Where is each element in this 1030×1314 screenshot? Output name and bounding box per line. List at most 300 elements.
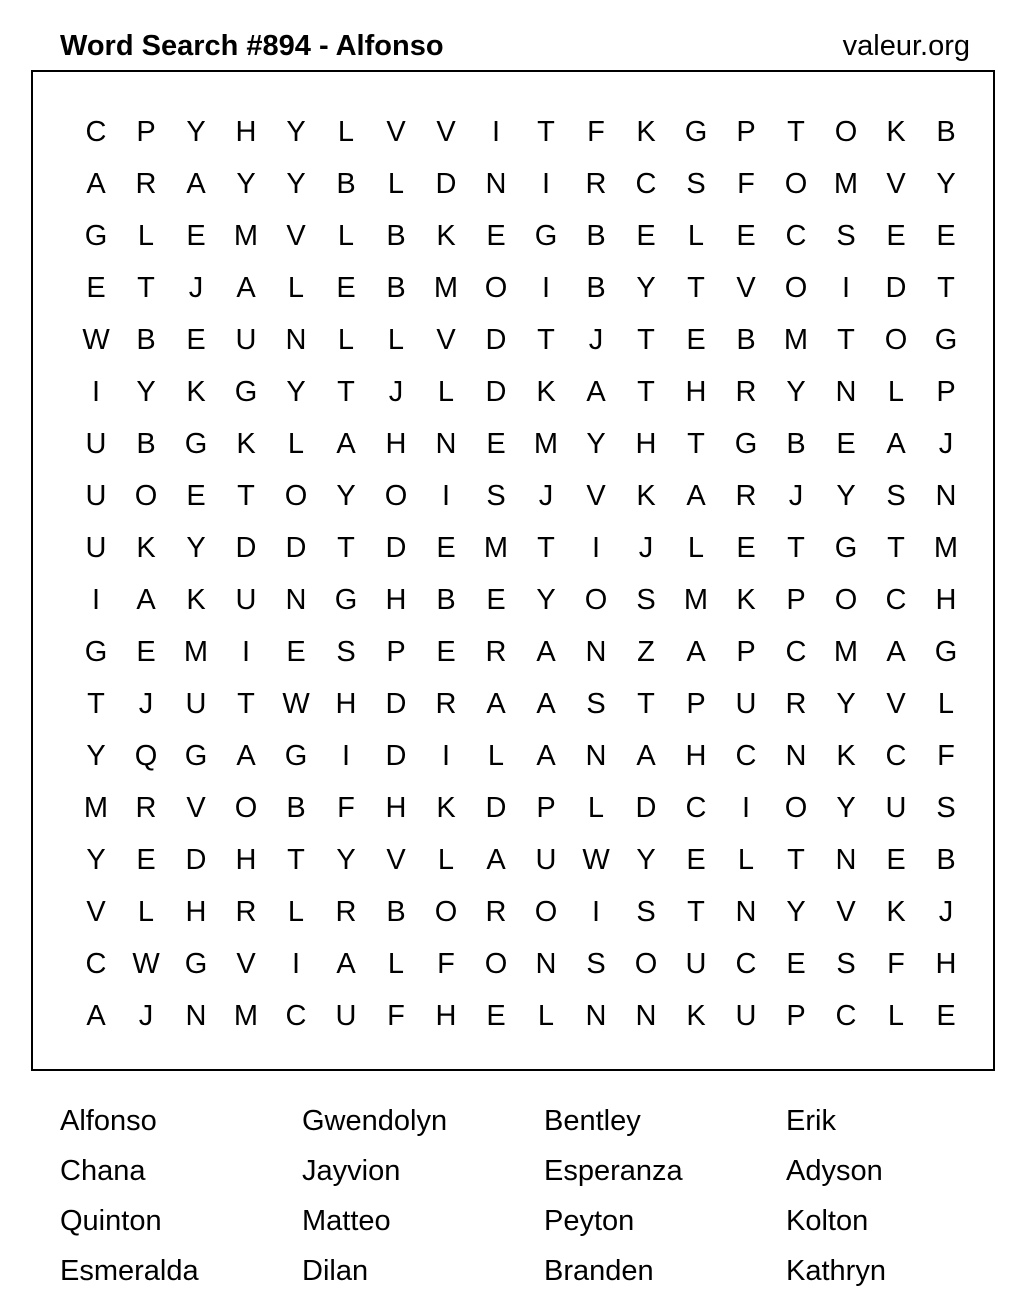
grid-cell[interactable]: R (135, 167, 157, 200)
grid-cell[interactable]: C (785, 219, 807, 252)
grid-cell[interactable]: A (886, 635, 906, 668)
grid-cell[interactable]: C (735, 739, 757, 772)
grid-cell[interactable]: A (136, 583, 156, 616)
grid-cell[interactable]: K (636, 479, 656, 512)
grid-cell[interactable]: A (336, 947, 356, 980)
grid-cell[interactable]: D (435, 167, 457, 200)
grid-cell[interactable]: B (586, 271, 606, 304)
grid-cell[interactable]: E (486, 219, 506, 252)
grid-cell[interactable]: M (183, 635, 209, 668)
grid-cell[interactable]: I (541, 167, 551, 200)
grid-cell[interactable]: D (285, 531, 307, 564)
grid-cell[interactable]: N (735, 895, 757, 928)
grid-cell[interactable]: F (887, 947, 905, 980)
grid-cell[interactable]: D (485, 323, 507, 356)
grid-cell[interactable]: G (734, 427, 758, 460)
grid-cell[interactable]: H (335, 687, 357, 720)
grid-cell[interactable]: L (387, 323, 405, 356)
grid-cell[interactable]: L (337, 219, 355, 252)
grid-cell[interactable]: A (536, 635, 556, 668)
grid-cell[interactable]: T (637, 687, 655, 720)
grid-cell[interactable]: E (736, 219, 756, 252)
grid-cell[interactable]: K (186, 583, 206, 616)
grid-cell[interactable]: K (436, 791, 456, 824)
grid-cell[interactable]: R (135, 791, 157, 824)
grid-cell[interactable]: N (635, 999, 657, 1032)
grid-cell[interactable]: V (186, 791, 206, 824)
grid-cell[interactable]: O (234, 791, 258, 824)
grid-cell[interactable]: A (536, 739, 556, 772)
grid-cell[interactable]: Z (637, 635, 655, 668)
grid-cell[interactable]: O (634, 947, 658, 980)
grid-cell[interactable]: L (337, 115, 355, 148)
grid-cell[interactable]: L (487, 739, 505, 772)
grid-cell[interactable]: Y (186, 531, 206, 564)
grid-cell[interactable]: E (86, 271, 106, 304)
grid-cell[interactable]: J (188, 271, 204, 304)
grid-cell[interactable]: A (336, 427, 356, 460)
grid-cell[interactable]: L (337, 323, 355, 356)
grid-cell[interactable]: T (687, 427, 705, 460)
grid-cell[interactable]: S (336, 635, 356, 668)
grid-cell[interactable]: M (433, 271, 459, 304)
grid-cell[interactable]: C (285, 999, 307, 1032)
grid-cell[interactable]: E (686, 843, 706, 876)
grid-cell[interactable]: T (237, 687, 255, 720)
grid-cell[interactable]: I (491, 115, 501, 148)
grid-cell[interactable]: A (86, 999, 106, 1032)
grid-cell[interactable]: Y (186, 115, 206, 148)
grid-cell[interactable]: N (285, 323, 307, 356)
grid-cell[interactable]: K (236, 427, 256, 460)
grid-cell[interactable]: T (537, 323, 555, 356)
grid-cell[interactable]: I (591, 895, 601, 928)
grid-cell[interactable]: U (735, 687, 757, 720)
grid-cell[interactable]: N (585, 999, 607, 1032)
grid-cell[interactable]: U (685, 947, 707, 980)
grid-cell[interactable]: C (685, 791, 707, 824)
grid-cell[interactable]: F (387, 999, 405, 1032)
grid-cell[interactable]: Y (286, 115, 306, 148)
grid-cell[interactable]: N (785, 739, 807, 772)
grid-cell[interactable]: I (91, 375, 101, 408)
grid-cell[interactable]: U (235, 323, 257, 356)
grid-cell[interactable]: O (584, 583, 608, 616)
grid-cell[interactable]: C (735, 947, 757, 980)
grid-cell[interactable]: C (785, 635, 807, 668)
grid-cell[interactable]: U (85, 479, 107, 512)
grid-cell[interactable]: S (936, 791, 956, 824)
grid-cell[interactable]: M (533, 427, 559, 460)
grid-cell[interactable]: P (786, 999, 806, 1032)
grid-cell[interactable]: E (886, 843, 906, 876)
grid-cell[interactable]: L (937, 687, 955, 720)
grid-cell[interactable]: A (236, 739, 256, 772)
grid-cell[interactable]: Y (236, 167, 256, 200)
grid-cell[interactable]: N (935, 479, 957, 512)
grid-cell[interactable]: T (837, 323, 855, 356)
grid-cell[interactable]: I (441, 739, 451, 772)
grid-cell[interactable]: W (82, 323, 110, 356)
grid-cell[interactable]: U (535, 843, 557, 876)
grid-cell[interactable]: Y (86, 739, 106, 772)
grid-cell[interactable]: M (83, 791, 109, 824)
grid-cell[interactable]: N (185, 999, 207, 1032)
grid-cell[interactable]: P (686, 687, 706, 720)
grid-cell[interactable]: W (282, 687, 310, 720)
grid-cell[interactable]: E (636, 219, 656, 252)
grid-cell[interactable]: U (335, 999, 357, 1032)
grid-cell[interactable]: U (85, 531, 107, 564)
grid-cell[interactable]: H (685, 739, 707, 772)
grid-cell[interactable]: Y (536, 583, 556, 616)
grid-cell[interactable]: K (636, 115, 656, 148)
grid-cell[interactable]: N (835, 375, 857, 408)
grid-cell[interactable]: H (385, 791, 407, 824)
grid-cell[interactable]: O (434, 895, 458, 928)
grid-cell[interactable]: G (934, 323, 958, 356)
grid-cell[interactable]: P (736, 115, 756, 148)
grid-cell[interactable]: V (736, 271, 756, 304)
grid-cell[interactable]: W (132, 947, 160, 980)
grid-cell[interactable]: P (786, 583, 806, 616)
grid-cell[interactable]: L (687, 219, 705, 252)
grid-cell[interactable]: G (834, 531, 858, 564)
grid-cell[interactable]: J (938, 427, 954, 460)
grid-cell[interactable]: T (787, 115, 805, 148)
grid-cell[interactable]: T (137, 271, 155, 304)
grid-cell[interactable]: T (637, 375, 655, 408)
grid-cell[interactable]: D (385, 739, 407, 772)
grid-cell[interactable]: A (186, 167, 206, 200)
grid-cell[interactable]: T (687, 271, 705, 304)
grid-cell[interactable]: B (586, 219, 606, 252)
grid-cell[interactable]: L (287, 895, 305, 928)
grid-cell[interactable]: K (736, 583, 756, 616)
grid-cell[interactable]: F (937, 739, 955, 772)
grid-cell[interactable]: L (737, 843, 755, 876)
grid-cell[interactable]: E (936, 219, 956, 252)
grid-cell[interactable]: V (386, 843, 406, 876)
grid-cell[interactable]: Y (336, 843, 356, 876)
grid-cell[interactable]: A (586, 375, 606, 408)
grid-cell[interactable]: V (886, 167, 906, 200)
grid-cell[interactable]: G (84, 635, 108, 668)
grid-cell[interactable]: T (537, 115, 555, 148)
grid-cell[interactable]: B (936, 843, 956, 876)
grid-cell[interactable]: O (884, 323, 908, 356)
grid-cell[interactable]: K (686, 999, 706, 1032)
grid-cell[interactable]: V (386, 115, 406, 148)
grid-cell[interactable]: Y (636, 271, 656, 304)
grid-cell[interactable]: Y (786, 375, 806, 408)
grid-cell[interactable]: J (138, 687, 154, 720)
grid-cell[interactable]: T (637, 323, 655, 356)
grid-cell[interactable]: L (287, 271, 305, 304)
grid-cell[interactable]: C (85, 947, 107, 980)
grid-cell[interactable]: E (186, 323, 206, 356)
grid-cell[interactable]: D (385, 531, 407, 564)
grid-cell[interactable]: J (588, 323, 604, 356)
grid-cell[interactable]: E (736, 531, 756, 564)
grid-cell[interactable]: P (936, 375, 956, 408)
grid-cell[interactable]: E (436, 531, 456, 564)
grid-cell[interactable]: Y (836, 791, 856, 824)
grid-cell[interactable]: M (783, 323, 809, 356)
grid-cell[interactable]: Y (136, 375, 156, 408)
grid-cell[interactable]: O (784, 791, 808, 824)
grid-cell[interactable]: F (437, 947, 455, 980)
grid-cell[interactable]: E (186, 219, 206, 252)
grid-cell[interactable]: B (336, 167, 356, 200)
grid-cell[interactable]: A (486, 687, 506, 720)
grid-cell[interactable]: L (387, 947, 405, 980)
grid-cell[interactable]: H (185, 895, 207, 928)
grid-cell[interactable]: A (486, 843, 506, 876)
grid-cell[interactable]: J (538, 479, 554, 512)
grid-cell[interactable]: A (536, 687, 556, 720)
grid-cell[interactable]: R (485, 635, 507, 668)
grid-cell[interactable]: D (885, 271, 907, 304)
grid-cell[interactable]: M (483, 531, 509, 564)
grid-cell[interactable]: T (787, 843, 805, 876)
grid-cell[interactable]: D (635, 791, 657, 824)
grid-cell[interactable]: S (486, 479, 506, 512)
grid-cell[interactable]: A (686, 479, 706, 512)
grid-cell[interactable]: L (137, 219, 155, 252)
grid-cell[interactable]: J (138, 999, 154, 1032)
grid-cell[interactable]: R (735, 375, 757, 408)
grid-cell[interactable]: H (235, 115, 257, 148)
grid-cell[interactable]: N (585, 739, 607, 772)
grid-cell[interactable]: H (235, 843, 257, 876)
grid-cell[interactable]: N (285, 583, 307, 616)
grid-cell[interactable]: H (385, 427, 407, 460)
grid-cell[interactable]: J (788, 479, 804, 512)
grid-cell[interactable]: B (136, 427, 156, 460)
grid-cell[interactable]: H (935, 583, 957, 616)
grid-cell[interactable]: K (886, 895, 906, 928)
grid-cell[interactable]: S (636, 895, 656, 928)
grid-cell[interactable]: R (735, 479, 757, 512)
grid-cell[interactable]: O (784, 167, 808, 200)
grid-cell[interactable]: G (184, 427, 208, 460)
grid-cell[interactable]: B (386, 271, 406, 304)
grid-cell[interactable]: M (233, 219, 259, 252)
grid-cell[interactable]: E (936, 999, 956, 1032)
grid-cell[interactable]: E (886, 219, 906, 252)
grid-cell[interactable]: A (636, 739, 656, 772)
grid-cell[interactable]: S (836, 219, 856, 252)
grid-cell[interactable]: D (485, 375, 507, 408)
grid-cell[interactable]: T (787, 531, 805, 564)
grid-cell[interactable]: R (585, 167, 607, 200)
grid-cell[interactable]: T (937, 271, 955, 304)
grid-cell[interactable]: E (136, 843, 156, 876)
grid-cell[interactable]: Y (786, 895, 806, 928)
grid-cell[interactable]: E (786, 947, 806, 980)
grid-cell[interactable]: Y (836, 479, 856, 512)
grid-cell[interactable]: H (935, 947, 957, 980)
grid-cell[interactable]: B (286, 791, 306, 824)
grid-cell[interactable]: S (686, 167, 706, 200)
grid-cell[interactable]: R (235, 895, 257, 928)
grid-cell[interactable]: T (237, 479, 255, 512)
grid-cell[interactable]: E (286, 635, 306, 668)
grid-cell[interactable]: S (636, 583, 656, 616)
grid-cell[interactable]: T (287, 843, 305, 876)
grid-cell[interactable]: L (387, 167, 405, 200)
grid-cell[interactable]: G (234, 375, 258, 408)
grid-cell[interactable]: D (485, 791, 507, 824)
grid-cell[interactable]: I (241, 635, 251, 668)
grid-cell[interactable]: G (534, 219, 558, 252)
grid-cell[interactable]: G (184, 739, 208, 772)
grid-cell[interactable]: P (736, 635, 756, 668)
grid-cell[interactable]: K (836, 739, 856, 772)
grid-cell[interactable]: L (437, 843, 455, 876)
grid-cell[interactable]: O (834, 115, 858, 148)
grid-cell[interactable]: M (683, 583, 709, 616)
grid-cell[interactable]: V (836, 895, 856, 928)
grid-cell[interactable]: N (485, 167, 507, 200)
grid-cell[interactable]: U (235, 583, 257, 616)
grid-cell[interactable]: H (435, 999, 457, 1032)
grid-cell[interactable]: I (291, 947, 301, 980)
grid-cell[interactable]: M (833, 167, 859, 200)
grid-cell[interactable]: I (541, 271, 551, 304)
grid-cell[interactable]: N (535, 947, 557, 980)
grid-cell[interactable]: O (384, 479, 408, 512)
grid-cell[interactable]: E (436, 635, 456, 668)
grid-cell[interactable]: E (486, 999, 506, 1032)
grid-cell[interactable]: G (934, 635, 958, 668)
grid-cell[interactable]: U (735, 999, 757, 1032)
grid-cell[interactable]: A (236, 271, 256, 304)
grid-cell[interactable]: L (137, 895, 155, 928)
grid-cell[interactable]: L (887, 375, 905, 408)
grid-cell[interactable]: L (437, 375, 455, 408)
grid-cell[interactable]: J (938, 895, 954, 928)
grid-cell[interactable]: C (635, 167, 657, 200)
grid-cell[interactable]: B (386, 895, 406, 928)
grid-cell[interactable]: F (737, 167, 755, 200)
grid-cell[interactable]: L (537, 999, 555, 1032)
grid-cell[interactable]: T (537, 531, 555, 564)
grid-cell[interactable]: Y (336, 479, 356, 512)
grid-cell[interactable]: D (385, 687, 407, 720)
grid-cell[interactable]: F (337, 791, 355, 824)
grid-cell[interactable]: Q (134, 739, 158, 772)
grid-cell[interactable]: A (686, 635, 706, 668)
grid-cell[interactable]: O (784, 271, 808, 304)
grid-cell[interactable]: K (186, 375, 206, 408)
grid-cell[interactable]: T (887, 531, 905, 564)
grid-cell[interactable]: M (233, 999, 259, 1032)
grid-cell[interactable]: K (436, 219, 456, 252)
grid-cell[interactable]: V (436, 115, 456, 148)
grid-cell[interactable]: V (886, 687, 906, 720)
grid-cell[interactable]: R (435, 687, 457, 720)
grid-cell[interactable]: R (485, 895, 507, 928)
grid-cell[interactable]: U (185, 687, 207, 720)
grid-cell[interactable]: T (337, 375, 355, 408)
grid-cell[interactable]: N (585, 635, 607, 668)
grid-cell[interactable]: Y (836, 687, 856, 720)
grid-cell[interactable]: H (385, 583, 407, 616)
grid-cell[interactable]: N (835, 843, 857, 876)
grid-cell[interactable]: R (785, 687, 807, 720)
grid-cell[interactable]: Y (286, 375, 306, 408)
grid-cell[interactable]: E (486, 427, 506, 460)
grid-cell[interactable]: T (87, 687, 105, 720)
grid-cell[interactable]: L (587, 791, 605, 824)
grid-cell[interactable]: V (86, 895, 106, 928)
grid-cell[interactable]: E (336, 271, 356, 304)
grid-cell[interactable]: H (685, 375, 707, 408)
grid-cell[interactable]: C (835, 999, 857, 1032)
grid-cell[interactable]: D (185, 843, 207, 876)
grid-cell[interactable]: O (484, 271, 508, 304)
grid-cell[interactable]: P (136, 115, 156, 148)
grid-cell[interactable]: H (635, 427, 657, 460)
grid-cell[interactable]: I (591, 531, 601, 564)
grid-cell[interactable]: S (586, 687, 606, 720)
grid-cell[interactable]: O (834, 583, 858, 616)
grid-cell[interactable]: Y (586, 427, 606, 460)
grid-cell[interactable]: E (486, 583, 506, 616)
grid-cell[interactable]: C (85, 115, 107, 148)
grid-cell[interactable]: E (136, 635, 156, 668)
grid-cell[interactable]: O (534, 895, 558, 928)
grid-cell[interactable]: G (334, 583, 358, 616)
grid-cell[interactable]: R (335, 895, 357, 928)
grid-cell[interactable]: C (885, 583, 907, 616)
grid-cell[interactable]: Y (86, 843, 106, 876)
grid-cell[interactable]: S (836, 947, 856, 980)
grid-cell[interactable]: L (687, 531, 705, 564)
grid-cell[interactable]: O (134, 479, 158, 512)
grid-cell[interactable]: G (184, 947, 208, 980)
grid-cell[interactable]: P (386, 635, 406, 668)
grid-cell[interactable]: A (886, 427, 906, 460)
grid-cell[interactable]: L (887, 999, 905, 1032)
grid-cell[interactable]: B (736, 323, 756, 356)
grid-cell[interactable]: G (284, 739, 308, 772)
grid-cell[interactable]: G (684, 115, 708, 148)
grid-cell[interactable]: V (436, 323, 456, 356)
grid-cell[interactable]: P (536, 791, 556, 824)
grid-cell[interactable]: K (886, 115, 906, 148)
grid-cell[interactable]: B (436, 583, 456, 616)
grid-cell[interactable]: W (582, 843, 610, 876)
grid-cell[interactable]: K (136, 531, 156, 564)
grid-cell[interactable]: E (686, 323, 706, 356)
grid-cell[interactable]: B (936, 115, 956, 148)
grid-cell[interactable]: B (786, 427, 806, 460)
grid-cell[interactable]: I (91, 583, 101, 616)
grid-cell[interactable]: Y (286, 167, 306, 200)
grid-cell[interactable]: V (586, 479, 606, 512)
grid-cell[interactable]: V (286, 219, 306, 252)
grid-cell[interactable]: J (638, 531, 654, 564)
grid-cell[interactable]: B (386, 219, 406, 252)
grid-cell[interactable]: L (287, 427, 305, 460)
grid-cell[interactable]: J (388, 375, 404, 408)
grid-cell[interactable]: B (136, 323, 156, 356)
grid-cell[interactable]: T (687, 895, 705, 928)
grid-cell[interactable]: T (337, 531, 355, 564)
